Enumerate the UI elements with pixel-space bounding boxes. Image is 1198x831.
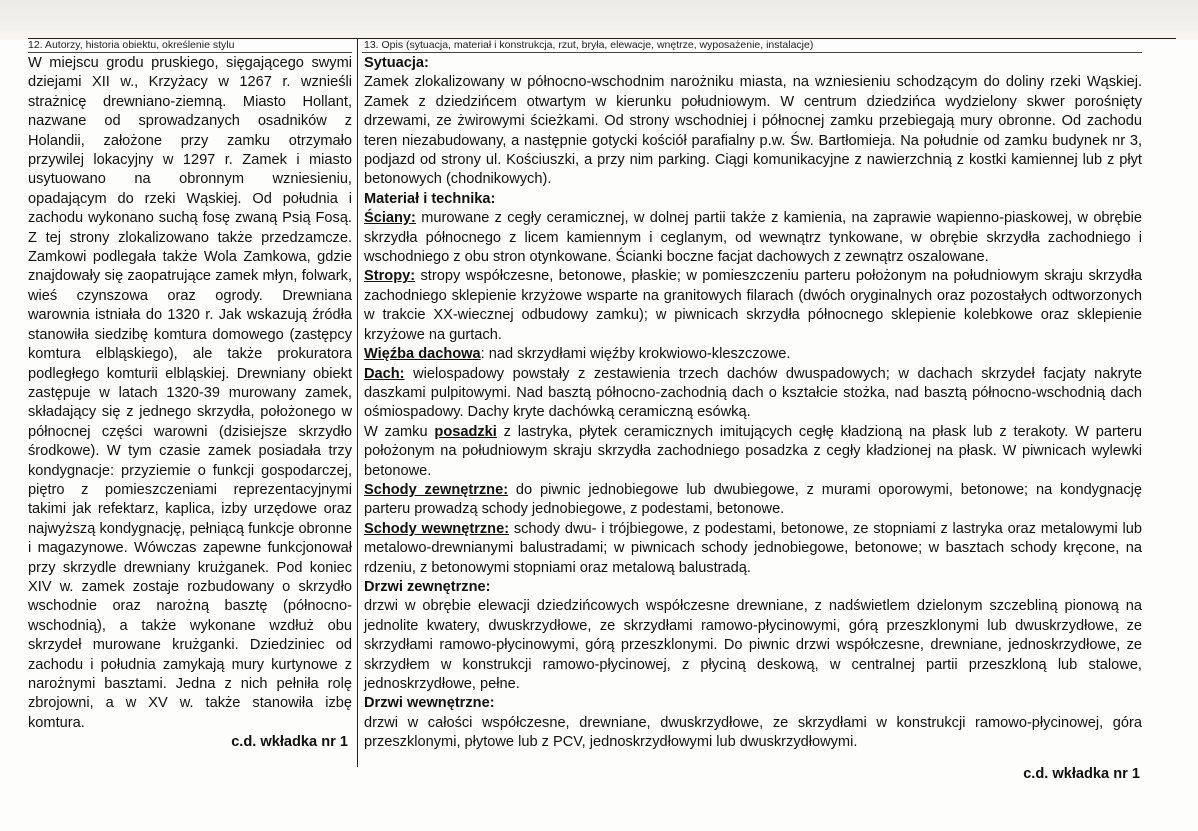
- roof-paragraph: [364, 365, 1142, 423]
- floors-paragraph: [364, 423, 1142, 481]
- truss-text: : nad skrzydłami więźby krokwiowo-kleszczowe.: [480, 346, 791, 363]
- floors-pre: W zamku: [364, 423, 435, 440]
- record-card: [28, 38, 1176, 782]
- ext-doors-title: Drzwi zewnętrzne:: [364, 578, 491, 595]
- int-stairs-term: Schody wewnętrzne:: [364, 520, 510, 537]
- description-header: 13. Opis (sytuacja, materiał i konstrukcja, rzut, bryła, elewacje, wnętrze, wyposażenie, instalacje): [362, 39, 1142, 53]
- ceilings-text: stropy współczesne, betonowe, płaskie; w pomieszczeniu parteru położonym na południowym skraju skrzydła zachodniego sklepienie krzyżowe wsparte na granitowych filarach (dwóch oryginalnych oraz pozostałych odtworzonych w trakcie XX-wiecznej odbudowy zamku); w piwnicach skrzydła północnego sklepienie kolebkowe oraz sklepienie krzyżowe na gurtach.: [364, 268, 1142, 343]
- ext-stairs-paragraph: [364, 481, 1142, 520]
- truss-paragraph: [364, 345, 1142, 364]
- history-text: W miejscu grodu pruskiego, sięgającego swymi dziejami XII w., Krzyżacy w 1267 r. wznieśli strażnicę drewniano-ziemną. Miasto Hollant, nazwane od sprowadzanych osadników z Holandii, założone przy zamku otrzymało przywilej lokacyjny w 1297 r. Zamek i miasto usytuowano na obronnym wzniesieniu, opadającym do rzeki Wąskiej. Od południa i zachodu wykonano suchą fosę zwaną Psią Fosą. Z tej strony zlokalizowano także przedzamcze. Zamkowi podlegała także Wola Zamkowa, gdzie znajdowały się zaopatrujące zamek młyn, folwark, wieś czynszowa oraz ogrody. Drewniana warownia istniała do 1320 r. Jak wskazują źródła stanowiła siedzibę komtura domowego (zastępcy komtura elbląskiego), ale także prokuratora podległego komturii elbląskiej. Drewniany obiekt zastępuje w latach 1320-39 murowany zamek, składający się z jednego skrzydła, położonego w północnej części warowni (dzisiejsze skrzydło środkowe). W tym czasie zamek posiadała trzy kondygnacje: przyziemie o funkcji gospodarczej, piętro z pomieszczeniami reprezentacyjnymi takimi jak refektarz, kaplica, izby urzędowe oraz najwyższą kondygnację, pełniącą funkcje obronne i magazynowe. Wówczas zapewne funkcjonował przy skrzydle drewniany krużganek. Pod koniec XIV w. zamek zostaje rozbudowany o skrzydło wschodnie oraz narożną basztę (północno-wschodnią), a także wykonane wzdłuż obu skrzydeł murowane krużganki. Dziedziniec od zachodu i południa zamykają mury kurtynowe z narożnymi basztami. Jedna z nich pełniła rolę zbrojowni, a w XV w. także stanowiła izbę komtura.: [28, 55, 352, 731]
- description-column: [362, 39, 1143, 782]
- ext-stairs-term: Schody zewnętrzne:: [364, 481, 509, 498]
- ext-stairs-text: do piwnic jednobiegowe lub dwubiegowe, z murami oporowymi, betonowe; na kondygnację parteru prowadzą schody jednobiegowe, z podestami, betonowe.: [364, 481, 1142, 518]
- walls-text: murowane z cegły ceramicznej, w dolnej partii także z kamienia, na zaprawie wapienno-piaskowej, w obrębie skrzydła północnego z licem kamiennym i ceglanym, od wewnątrz tynkowane, w obrębie skrzydła zachodniego i wschodniego z obu stron otynkowane. Ścianki boczne facjat dachowych z zewnątrz oszalowane.: [364, 210, 1142, 266]
- description-text: [362, 53, 1142, 784]
- history-continuation: c.d. wkładka nr 1: [231, 734, 348, 751]
- ceilings-paragraph: [364, 267, 1142, 345]
- material-title: Materiał i technika:: [364, 190, 496, 207]
- situation-text: Zamek zlokalizowany w północno-wschodnim narożniku miasta, na wzniesieniu schodzącym do doliny rzeki Wąskiej. Zamek z dziedzińcem otwartym w kierunku południowym. W centrum dziedzińca wydzielony skwer porośnięty drzewami, ze żwirowymi ścieżkami. Od strony wschodniej i północnej zamku przebiegają mury obronne. Od zachodu teren niezabudowany, a następnie gotycki kościół parafialny p.w. Św. Bartłomieja. Na południe od zamku budynek nr 3, podjazd od strony ul. Kościuszki, a przy nim parking. Ciągi komunikacyjne z nawierzchnią z kostki kamiennej lub z płyt betonowych (chodnikowych).: [364, 74, 1142, 188]
- situation-title: Sytuacja:: [364, 55, 429, 71]
- scan-margin: [0, 0, 1198, 40]
- int-doors-text: drzwi w całości współczesne, drewniane, dwuskrzydłowe, ze skrzydłami w konstrukcji ramowo-płycinowej, góra przeszklonymi, płytowe lub z PCV, jednoskrzydłowymi lub dwuskrzydłowymi.: [364, 714, 1142, 751]
- roof-term: Dach:: [364, 365, 405, 382]
- ext-doors-text: drzwi w obrębie elewacji dziedzińcowych współczesne drewniane, z nadświetlem dzielonym szczebliną pionową na jednolite kwatery, dwuskrzydłowe, ze skrzydłami ramowo-płycinowymi, górą przeszklonymi lub dwuskrzydłowe, ze skrzydłami ramowo-płycinowymi, górą przeszklonymi. Do piwnic drzwi współczesne, drewniane, jednoskrzydłowe, ze skrzydłem w konstrukcji ramowo-płycinowej, z płyciną deskową, w centralnej partii przeszkloną lub stalowe, jednoskrzydłowe, pełne.: [364, 598, 1142, 692]
- floors-text: z lastryka, płytek ceramicznych imitujących cegłę kładzioną na płask lub z terakoty. W parteru położonym na południowym skraju skrzydła zachodniego posadzka z cegły kładzionej na płask. W piwnicach wylewki betonowe.: [364, 423, 1142, 479]
- floors-term: posadzki: [434, 423, 497, 440]
- ceilings-term: Stropy:: [364, 268, 416, 285]
- description-continuation: c.d. wkładka nr 1: [1023, 765, 1140, 782]
- walls-term: Ściany:: [364, 210, 416, 227]
- history-column: [28, 39, 358, 767]
- history-header: 12. Autorzy, historia obiektu, określenie stylu: [28, 39, 352, 53]
- truss-term: Więźba dachowa: [364, 346, 481, 363]
- roof-text: wielospadowy powstały z zestawienia trzech dachów dwuspadowych; w dachach skrzydeł facjaty nakryte daszkami pulpitowymi. Nad basztą północno-zachodnią dach o kształcie stożka, nad basztą północno-wschodnią dach ośmiospadowy. Dachy kryte dachówką ceramiczną esówką.: [364, 365, 1142, 421]
- int-stairs-paragraph: [364, 520, 1142, 578]
- int-doors-title: Drzwi wewnętrzne:: [364, 695, 495, 712]
- walls-paragraph: [364, 209, 1142, 267]
- int-stairs-text: schody dwu- i trójbiegowe, z podestami, betonowe, ze stopniami z lastryka oraz metalowymi lub metalowo-drewnianymi balustradami; w piwnicach schody jednobiegowe, betonowe; w basztach schody kręcone, na rdzeniu, z betonowymi stopniami oraz metalową balustradą.: [364, 520, 1143, 576]
